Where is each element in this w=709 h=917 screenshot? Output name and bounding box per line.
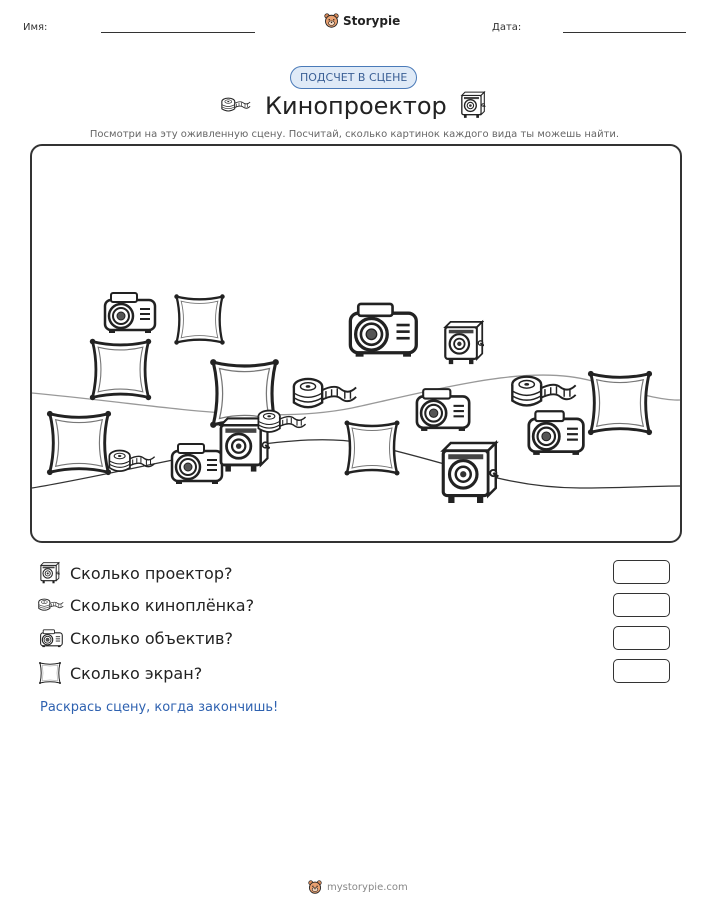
footer-site-text: mystorypie.com <box>327 881 408 893</box>
film-reel-icon <box>294 379 356 407</box>
brand-logo <box>324 13 400 28</box>
footer-site <box>308 880 408 894</box>
instructions: Посмотри на эту оживленную сцену. Посчитай, сколько картинок каждого вида ты можешь найти. <box>89 129 620 140</box>
page-title: Кинопроектор <box>265 92 447 120</box>
film-reel-icon <box>221 94 251 116</box>
lens-icon <box>38 628 64 648</box>
bear-icon <box>308 880 322 894</box>
lens-icon <box>105 293 155 333</box>
projector-icon <box>443 443 498 503</box>
lens-icon <box>350 304 416 357</box>
question-text: Сколько киноплёнка? <box>70 595 255 615</box>
name-label: Имя: <box>23 22 48 33</box>
film-reel-icon <box>38 595 64 615</box>
brand-name: Storypie <box>343 13 401 28</box>
answer-box[interactable] <box>613 560 670 584</box>
question-text: Сколько экран? <box>70 663 203 683</box>
date-line[interactable] <box>563 32 686 33</box>
question-row <box>38 628 233 648</box>
lens-icon <box>529 411 584 455</box>
screen-icon <box>38 661 62 685</box>
question-row <box>38 595 254 615</box>
film-reel-icon <box>512 377 575 406</box>
bear-icon <box>324 13 339 28</box>
answer-box[interactable] <box>613 593 670 617</box>
projector-icon <box>457 90 487 120</box>
name-line[interactable] <box>101 32 255 33</box>
screen-icon <box>47 411 111 475</box>
question-text: Сколько проектор? <box>70 563 233 583</box>
screen-icon <box>90 339 151 400</box>
screen-icon <box>345 421 400 476</box>
projector-icon <box>38 561 60 585</box>
projector-icon <box>445 322 484 364</box>
date-label: Дата: <box>492 22 522 33</box>
screen-icon <box>588 371 652 435</box>
lens-icon <box>417 389 469 431</box>
coloring-note: Раскрась сцену, когда закончишь! <box>40 700 279 715</box>
category-badge: ПОДСЧЕТ В СЦЕНЕ <box>290 66 417 89</box>
scene-frame <box>30 144 682 543</box>
question-row <box>38 661 202 685</box>
scene-illustration <box>32 146 680 541</box>
lens-icon <box>172 444 222 484</box>
screen-icon <box>174 294 224 344</box>
answer-box[interactable] <box>613 626 670 650</box>
question-text: Сколько объектив? <box>70 628 233 648</box>
question-row <box>38 561 233 585</box>
answer-box[interactable] <box>613 659 670 683</box>
